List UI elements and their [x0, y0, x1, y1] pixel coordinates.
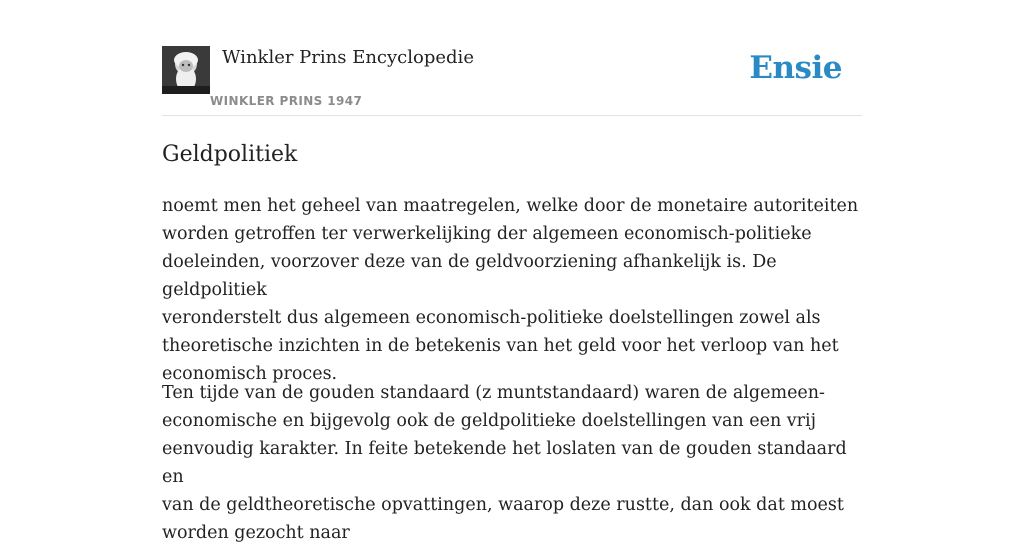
avatar[interactable] [162, 46, 210, 94]
source-title[interactable]: Winkler Prins Encyclopedie [222, 47, 474, 68]
source-subtitle: WINKLER PRINS 1947 [210, 94, 363, 108]
article-paragraph: noemt men het geheel van maatregelen, welke door de monetaire autoriteiten worden getroffen ter verwerkelijking der algemeen economisch-politieke doeleinden, voorzover deze van de geldvoorziening afhankelijk is. De geldpolitiek veronderstelt dus algemeen economisch-politieke doelstellingen zowel als theoretische inzichten in de betekenis van het geld voor het verloop van het economisch proces. [162, 196, 859, 384]
brand-logo[interactable]: Ensie [749, 50, 842, 86]
article-paragraph: Ten tijde van de gouden standaard (z muntstandaard) waren de algemeen- economische en bijgevolg ook de geldpolitieke doelstellingen van een vrij eenvoudig karakter. In feite betekende het loslaten van de gouden standaard en van de geldtheoretische opvattingen, waarop deze rustte, dan ook dat moest worden gezocht naar [162, 383, 847, 543]
source-header [162, 40, 862, 116]
article-title: Geldpolitiek [162, 142, 298, 167]
portrait-icon [162, 46, 210, 94]
